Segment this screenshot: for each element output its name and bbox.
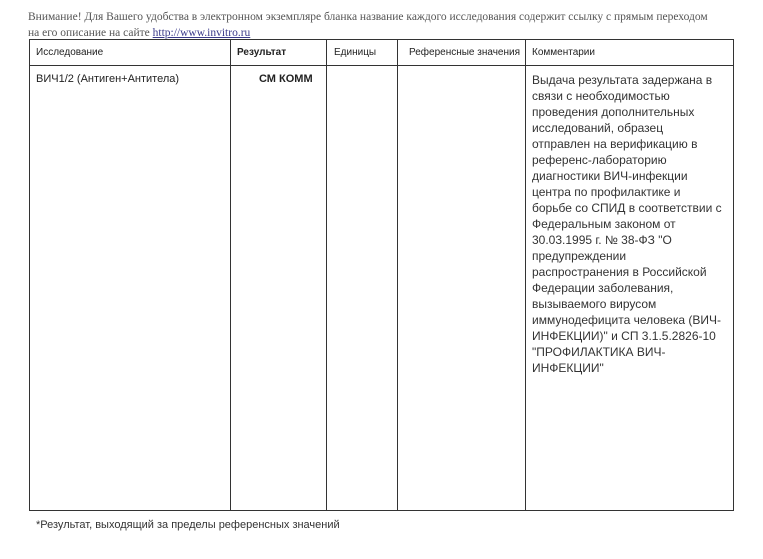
header-test: Исследование bbox=[36, 47, 104, 58]
header-comments: Комментарии bbox=[532, 47, 595, 58]
header-result: Результат bbox=[237, 47, 287, 58]
header-reference: Референсные значения bbox=[409, 47, 521, 58]
notice-text: Внимание! Для Вашего удобства в электронном экземпляре бланка название каждого исследования содержит ссылку с прямым переходом bbox=[28, 11, 708, 23]
results-table bbox=[29, 39, 734, 511]
result-comment: Выдача результата задержана в связи с необходимостью проведения дополнительных исследований, образец отправлен на верификацию в референс-лабораторию диагностики ВИЧ-инфекции центра по профилактике и борьбе со СПИД в соответствии с Федеральным законом от 30.03.1995 г. № 38-ФЗ "О предупреждении распространения в Российской Федерации заболевания, вызываемого вирусом иммунодефицита человека (ВИЧ-ИНФЕКЦИИ)" и СП 3.1.5.2826-10 "ПРОФИЛАКТИКА ВИЧ-ИНФЕКЦИИ" bbox=[532, 73, 722, 375]
column-divider bbox=[230, 40, 231, 510]
notice-text-line2: на его описание на сайте bbox=[28, 27, 153, 39]
column-divider bbox=[525, 40, 526, 510]
table-header-row bbox=[30, 40, 733, 66]
column-divider bbox=[397, 40, 398, 510]
column-divider bbox=[326, 40, 327, 510]
test-name-link[interactable]: ВИЧ1/2 (Антиген+Антитела) bbox=[36, 73, 180, 85]
result-value: СМ КОММ bbox=[259, 73, 313, 85]
reference-footnote: *Результат, выходящий за пределы референсных значений bbox=[36, 519, 340, 531]
invitro-site-link[interactable]: http://www.invitro.ru bbox=[152, 27, 251, 39]
header-units: Единицы bbox=[334, 47, 377, 58]
site-link-notice bbox=[28, 9, 728, 41]
